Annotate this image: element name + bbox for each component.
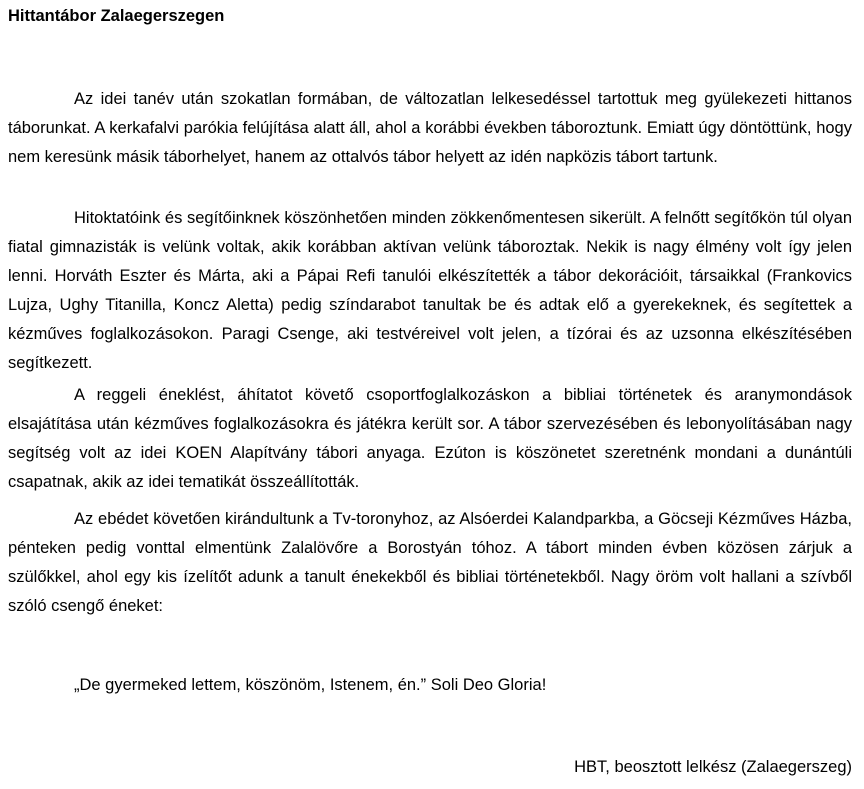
paragraph-3: A reggeli éneklést, áhítatot követő csoportfoglalkozáskon a bibliai történetek és aranymondások elsajátítása után kézműves foglalkozásokra és játékra került sor. A tábor szervezésében és lebonyolításában nagy segítség volt az idei KOEN Alapítvány tábori anyaga. Ezúton is köszönetet szeretnénk mondani a dunántúli csapatnak, akik az idei tematikát összeállították. (8, 386, 852, 491)
closing-quote: „De gyermeked lettem, köszönöm, Istenem, én.” Soli Deo Gloria! (74, 676, 547, 694)
paragraph-4: Az ebédet követően kirándultunk a Tv-toronyhoz, az Alsóerdei Kalandparkba, a Göcseji Kézműves Házba, pénteken pedig vonttal elmentünk Zalalövőre a Borostyán tóhoz. A tábort minden évben közösen zárjuk a szülőkkel, ahol egy kis ízelítőt adunk a tanult énekekből és bibliai történetekből. Nagy öröm volt hallani a szívből szóló csengő éneket: (8, 510, 852, 615)
paragraph-1: Az idei tanév után szokatlan formában, de változatlan lelkesedéssel tartottuk meg gyülekezeti hittanos táborunkat. A kerkafalvi parókia felújítása alatt áll, ahol a korábbi években táboroztunk. Emiatt úgy döntöttünk, hogy nem keresünk másik táborhelyet, hanem az ottalvós tábor helyett az idén napközis tábort tartunk. (8, 90, 852, 166)
signature: HBT, beosztott lelkész (Zalaegerszeg) (574, 758, 852, 776)
document-title: Hittantábor Zalaegerszegen (8, 7, 225, 25)
paragraph-2: Hitoktatóink és segítőinknek köszönhetően minden zökkenőmentesen sikerült. A felnőtt segítőkön túl olyan fiatal gimnazisták is velünk voltak, akik korábban aktívan velünk táboroztak. Nekik is nagy élmény volt így jelen lenni. Horváth Eszter és Márta, aki a Pápai Refi tanulói elkészítették a tábor dekorációit, társaikkal (Frankovics Lujza, Ughy Titanilla, Koncz Aletta) pedig színdarabot tanultak be és adtak elő a gyerekeknek, és segítettek a kézműves foglalkozásokon. Paragi Csenge, aki testvéreivel volt jelen, a tízórai és az uzsonna elkészítésében segítkezett. (8, 209, 852, 372)
